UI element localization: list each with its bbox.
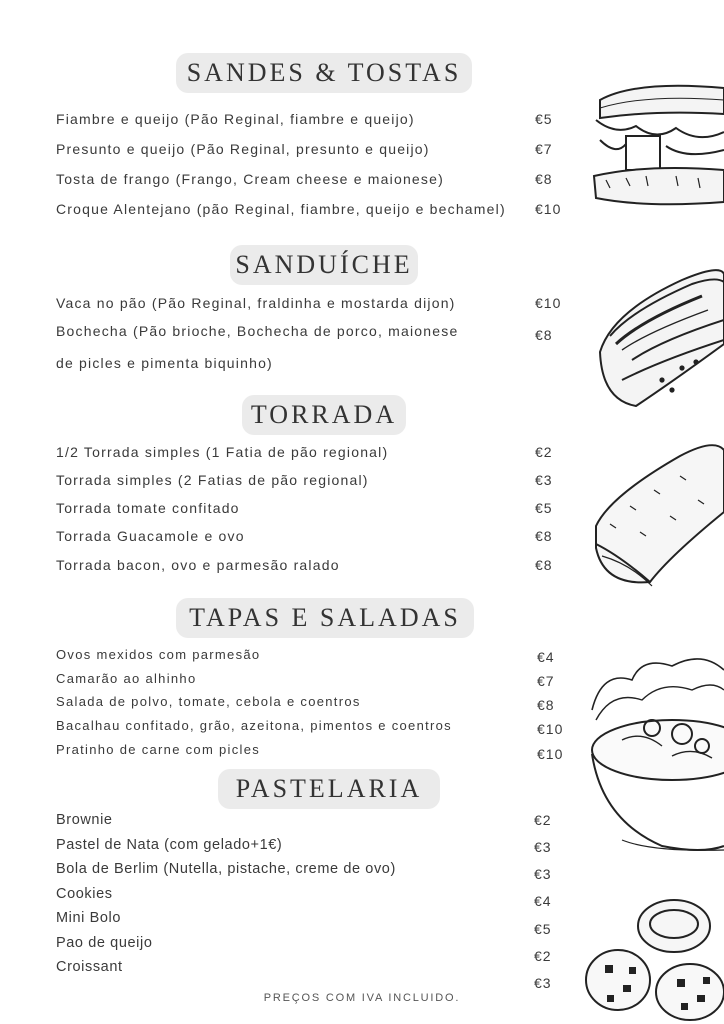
menu-item-price: €4 xyxy=(534,893,552,909)
menu-item-price: €2 xyxy=(534,812,552,828)
menu-item-price: €8 xyxy=(535,557,553,573)
menu-item-price: €7 xyxy=(537,673,555,689)
menu-item-name: Tosta de frango (Frango, Cream cheese e maionese) xyxy=(56,171,444,187)
section-title-sanduiche: SANDUÍCHE xyxy=(230,245,418,285)
menu-item-name: Bacalhau confitado, grão, azeitona, pimentos e coentros xyxy=(56,718,452,733)
toast-illustration xyxy=(590,436,724,592)
menu-item-name-line2: de picles e pimenta biquinho) xyxy=(56,355,273,371)
section-title-pastelaria: PASTELARIA xyxy=(218,769,440,809)
menu-item-name: Camarão ao alhinho xyxy=(56,671,197,686)
menu-item-name: Ovos mexidos com parmesão xyxy=(56,647,261,662)
menu-item-name: Presunto e queijo (Pão Reginal, presunto e queijo) xyxy=(56,141,430,157)
menu-item-price: €7 xyxy=(535,141,553,157)
menu-item-name: Brownie xyxy=(56,812,113,828)
menu-item-name: 1/2 Torrada simples (1 Fatia de pão regional) xyxy=(56,444,389,460)
salad-bowl-illustration xyxy=(582,650,724,860)
section-title-torrada: TORRADA xyxy=(242,395,406,435)
menu-item-price: €2 xyxy=(535,444,553,460)
section-title-sandes-tostas: SANDES & TOSTAS xyxy=(176,53,472,93)
menu-item-name: Torrada tomate confitado xyxy=(56,500,240,516)
menu-item-name: Cookies xyxy=(56,886,113,902)
footer-note: PREÇOS COM IVA INCLUIDO. xyxy=(263,992,461,1004)
menu-item-name: Bochecha (Pão brioche, Bochecha de porco, maionese xyxy=(56,323,459,339)
menu-item-price: €10 xyxy=(535,295,562,311)
menu-item-name: Mini Bolo xyxy=(56,910,122,926)
menu-item-price: €3 xyxy=(534,839,552,855)
hotdog-illustration xyxy=(592,240,724,412)
sandwich-illustration xyxy=(586,80,724,220)
menu-item-price: €3 xyxy=(534,866,552,882)
menu-item-name: Pastel de Nata (com gelado+1€) xyxy=(56,837,283,853)
pastries-illustration xyxy=(578,896,724,1024)
menu-item-name: Vaca no pão (Pão Reginal, fraldinha e mostarda dijon) xyxy=(56,295,456,311)
menu-item-price: €8 xyxy=(535,171,553,187)
menu-item-price: €10 xyxy=(535,201,562,217)
menu-item-price: €8 xyxy=(537,697,555,713)
menu-item-price: €2 xyxy=(534,948,552,964)
menu-item-price: €5 xyxy=(535,500,553,516)
menu-item-price: €3 xyxy=(535,472,553,488)
menu-item-name: Croque Alentejano (pão Reginal, fiambre, queijo e bechamel) xyxy=(56,201,506,217)
menu-item-price: €3 xyxy=(534,975,552,991)
menu-item-name: Torrada Guacamole e ovo xyxy=(56,528,245,544)
menu-item-name: Bola de Berlim (Nutella, pistache, creme de ovo) xyxy=(56,861,396,877)
menu-item-price: €8 xyxy=(535,528,553,544)
menu-item-name: Pao de queijo xyxy=(56,935,153,951)
menu-item-price: €5 xyxy=(535,111,553,127)
menu-item-price: €4 xyxy=(537,649,555,665)
menu-item-price: €10 xyxy=(537,721,564,737)
menu-item-name: Pratinho de carne com picles xyxy=(56,742,261,757)
menu-item-name: Torrada bacon, ovo e parmesão ralado xyxy=(56,557,340,573)
menu-item-name: Fiambre e queijo (Pão Reginal, fiambre e queijo) xyxy=(56,111,415,127)
menu-item-name: Croissant xyxy=(56,959,123,975)
section-title-tapas-saladas: TAPAS E SALADAS xyxy=(176,598,474,638)
menu-item-price: €5 xyxy=(534,921,552,937)
menu-item-price: €8 xyxy=(535,327,553,343)
menu-item-name: Salada de polvo, tomate, cebola e coentros xyxy=(56,694,361,709)
menu-item-price: €10 xyxy=(537,746,564,762)
menu-item-name: Torrada simples (2 Fatias de pão regional) xyxy=(56,472,369,488)
